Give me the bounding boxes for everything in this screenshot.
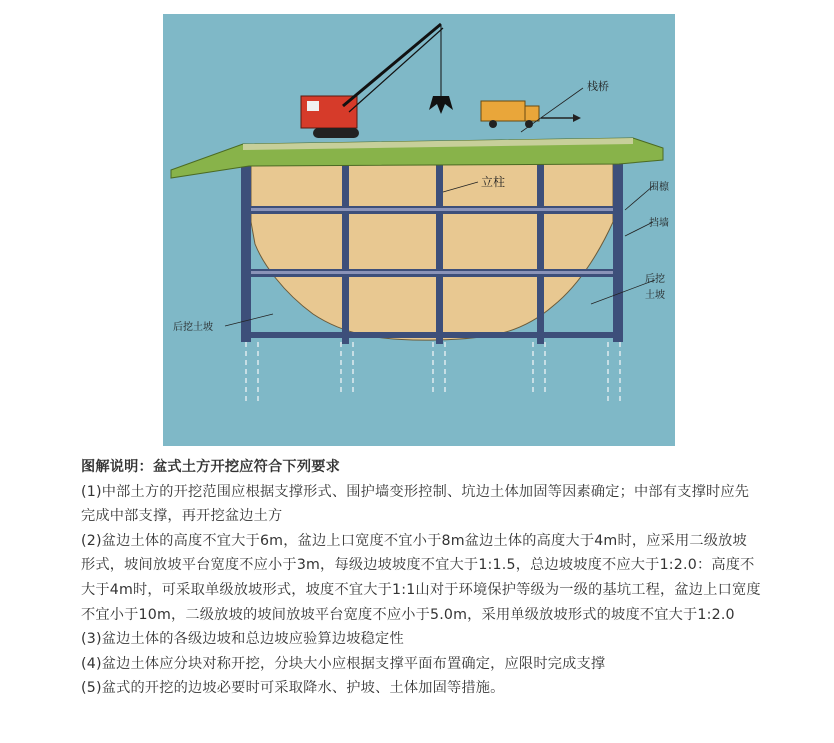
caption — [81, 455, 761, 701]
caption-item-4: (4)盆边土体应分块对称开挖，分块大小应根据支撑平面布置确定，应限时完成支撑 — [81, 655, 606, 672]
caption-item-2: (2)盆边土体的高度不宜大于6m，盆边上口宽度不宜小于8m盆边土体的高度大于4m时，应采用二级放坡形式，坡间放坡平台宽度不应小于3m，每级边坡坡度不宜大于1:1.5，总边坡坡度不应大于1:2.0：高度不大于4m时，可采取单级放坡形式，坡度不宜大于1:1山对于环境保护等级为一级的基坑工程，盆边上口宽度不宜小于10m，二级放坡的坡间放坡平台宽度不应小于5.0m，采用单级放坡形式的坡度不宜大于1:2.0 — [81, 532, 761, 623]
right-retaining-wall — [613, 164, 623, 342]
caption-item-1: (1)中部土方的开挖范围应根据支撑形式、围护墙变形控制、坑边土体加固等因素确定；中部有支撑时应先完成中部支撑，再开挖盆边土方 — [81, 483, 750, 525]
label-column: 立柱 — [481, 175, 506, 189]
left-retaining-wall — [241, 164, 251, 342]
caption-item-5: (5)盆式的开挖的边坡必要时可采取降水、护坡、土体加固等措施。 — [81, 680, 505, 697]
caption-title: 图解说明：盆式土方开挖应符合下列要求 — [81, 459, 340, 475]
diagram-svg — [163, 14, 675, 446]
excavation-diagram — [163, 14, 675, 446]
label-back-slope-left: 后挖土坡 — [173, 322, 213, 333]
label-waling: 围檩 — [649, 182, 669, 193]
label-back-slope-right-2: 土坡 — [645, 290, 665, 301]
label-bridge: 栈桥 — [587, 80, 609, 93]
label-wall: 挡墙 — [649, 218, 669, 229]
label-back-slope-right-1: 后挖 — [645, 274, 665, 285]
caption-item-3: (3)盆边土体的各级边坡和总边坡应验算边坡稳定性 — [81, 631, 404, 648]
